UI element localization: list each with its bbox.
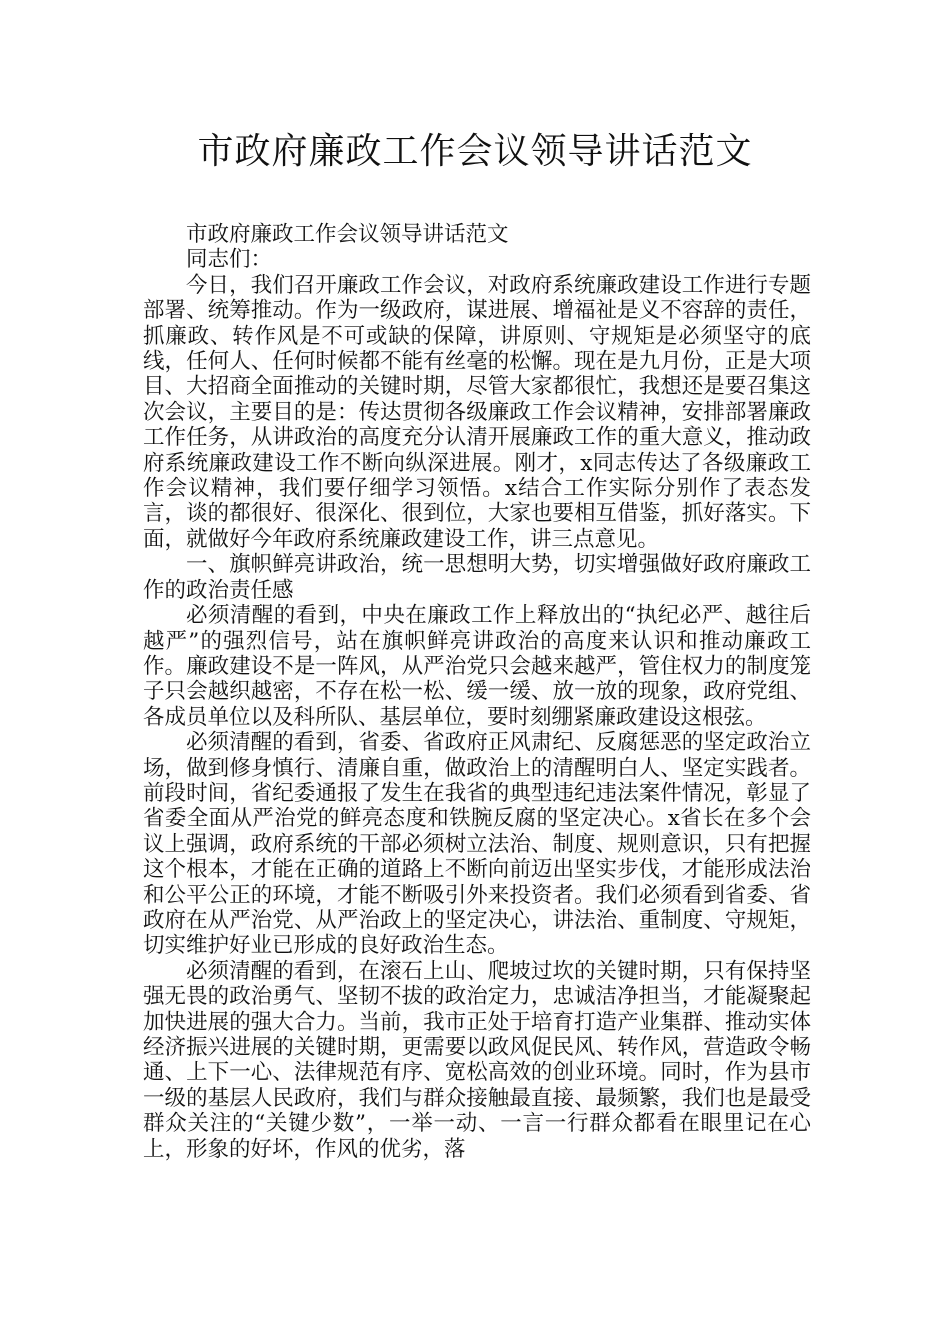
paragraph-critical-period: 必须清醒的看到，在滚石上山、爬坡过坎的关键时期，只有保持坚强无畏的政治勇气、坚韧不拔的政治定力，忠诚洁净担当，才能凝聚起加快进展的强大合力。当前，我市正处于培育打造产业集群、推动实体经济振兴进展的关键时期，更需要以政风促民风、转作风，营造政令畅通、上下一心、法律规范有序、宽松高效的创业环境。同时，作为县市一级的基层人民政府，我们与群众接触最直接、最频繁，我们也是最受群众关注的“关键少数”，一举一动、一言一行群众都看在眼里记在心上，形象的好坏，作风的优劣，落 [143,958,811,1162]
paragraph-central-signal: 必须清醒的看到，中央在廉政工作上释放出的“执纪必严、越往后越严”的强烈信号，站在旗帜鲜亮讲政治的高度来认识和推动廉政工作。廉政建设不是一阵风，从严治党只会越来越严，管住权力的制度笼子只会越织越密，不存在松一松、缓一缓、放一放的现象，政府党组、各成员单位以及科所队、基层单位，要时刻绷紧廉政建设这根弦。 [143,603,811,730]
subtitle-line: 市政府廉政工作会议领导讲话范文 [186,222,509,247]
paragraph-provincial-stance: 必须清醒的看到，省委、省政府正风肃纪、反腐惩恶的坚定政治立场，做到修身慎行、清廉自重，做政治上的清醒明白人、坚定实践者。前段时间，省纪委通报了发生在我省的典型违纪违法案件情况，彰显了省委全面从严治党的鲜亮态度和铁腕反腐的坚定决心。x省长在多个会议上强调，政府系统的干部必须树立法治、制度、规则意识，只有把握这个根本，才能在正确的道路上不断向前迈出坚实步伐，才能形成法治和公平公正的环境，才能不断吸引外来投资者。我们必须看到省委、省政府在从严治党、从严治政上的坚定决心，讲法治、重制度、守规矩，切实维护好业已形成的良好政治生态。 [143,730,811,959]
document-title: 市政府廉政工作会议领导讲话范文 [197,131,753,172]
section-heading-1: 一、旗帜鲜亮讲政治，统一思想明大势，切实增强做好政府廉政工作的政治责任感 [143,552,811,603]
document-body [143,222,811,1162]
paragraph-opening: 今日，我们召开廉政工作会议，对政府系统廉政建设工作进行专题部署、统筹推动。作为一级政府，谋进展、增福祉是义不容辞的责任，抓廉政、转作风是不可或缺的保障，讲原则、守规矩是必须坚守的底线，任何人、任何时候都不能有丝毫的松懈。现在是九月份，正是大项目、大招商全面推动的关键时期，尽管大家都很忙，我想还是要召集这次会议，主要目的是：传达贯彻各级廉政工作会议精神，安排部署廉政工作任务，从讲政治的高度充分认清开展廉政工作的重大意义，推动政府系统廉政建设工作不断向纵深进展。刚才，x同志传达了各级廉政工作会议精神，我们要仔细学习领悟。x结合工作实际分别作了表态发言，谈的都很好、很深化、很到位，大家也要相互借鉴，抓好落实。下面，就做好今年政府系统廉政建设工作，讲三点意见。 [143,272,811,552]
salutation-line: 同志们： [186,247,273,273]
